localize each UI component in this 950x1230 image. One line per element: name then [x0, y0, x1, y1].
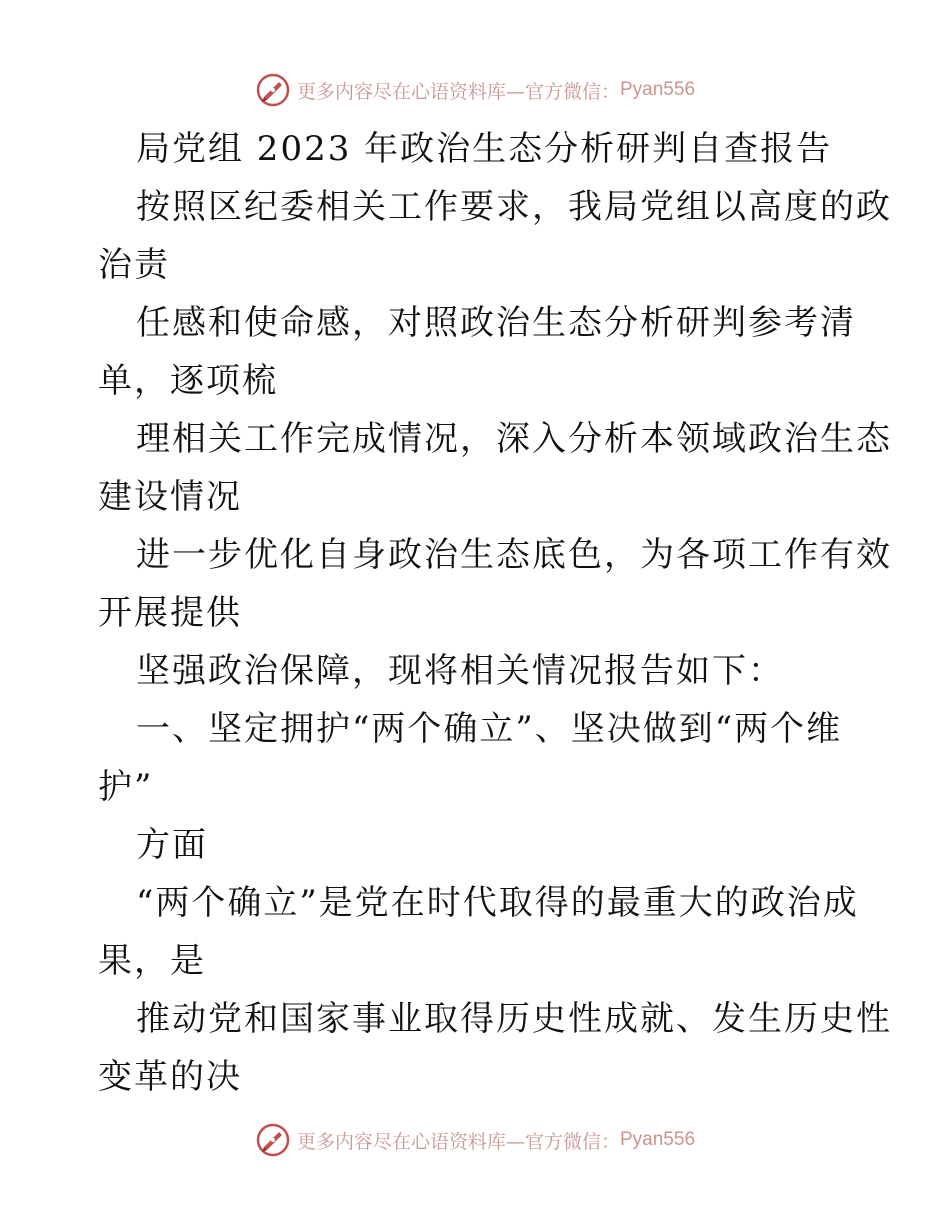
- doc-line: 开展提供: [98, 593, 242, 633]
- doc-line: 果，是: [98, 941, 206, 981]
- doc-title: 局党组 2023 年政治生态分析研判自查报告: [136, 129, 833, 169]
- doc-line: 任感和使命感，对照政治生态分析研判参考清: [136, 303, 856, 343]
- doc-line: 变革的决: [98, 1057, 242, 1097]
- watermark-header: [0, 70, 950, 110]
- doc-line: 坚强政治保障，现将相关情况报告如下：: [136, 651, 784, 691]
- doc-line: 治责: [98, 245, 170, 285]
- watermark-text: 更多内容尽在心语资料库—官方微信：: [296, 80, 620, 103]
- section-heading-cont: 护”: [98, 767, 154, 807]
- doc-line: 推动党和国家事业取得历史性成就、发生历史性: [136, 999, 892, 1039]
- watermark-handle: Pyan556: [620, 1129, 696, 1150]
- doc-line: “两个确立”是党在时代取得的最重大的政治成: [136, 883, 859, 923]
- watermark-text: 更多内容尽在心语资料库—官方微信：: [296, 1130, 620, 1153]
- doc-line: 建设情况: [98, 477, 242, 517]
- document-body: [98, 120, 892, 1106]
- doc-line: 进一步优化自身政治生态底色，为各项工作有效: [136, 535, 892, 575]
- doc-line: 理相关工作完成情况，深入分析本领域政治生态: [136, 419, 892, 459]
- watermark-handle: Pyan556: [620, 79, 696, 100]
- doc-line: 按照区纪委相关工作要求，我局党组以高度的政: [136, 187, 892, 227]
- watermark-footer: [0, 1120, 950, 1160]
- section-heading-cont: 方面: [136, 825, 208, 865]
- pen-logo-icon: [255, 72, 291, 108]
- doc-line: 单，逐项梳: [98, 361, 278, 401]
- section-heading: 一、坚定拥护“两个确立”、坚决做到“两个维: [136, 709, 843, 749]
- pen-logo-icon: [255, 1122, 291, 1158]
